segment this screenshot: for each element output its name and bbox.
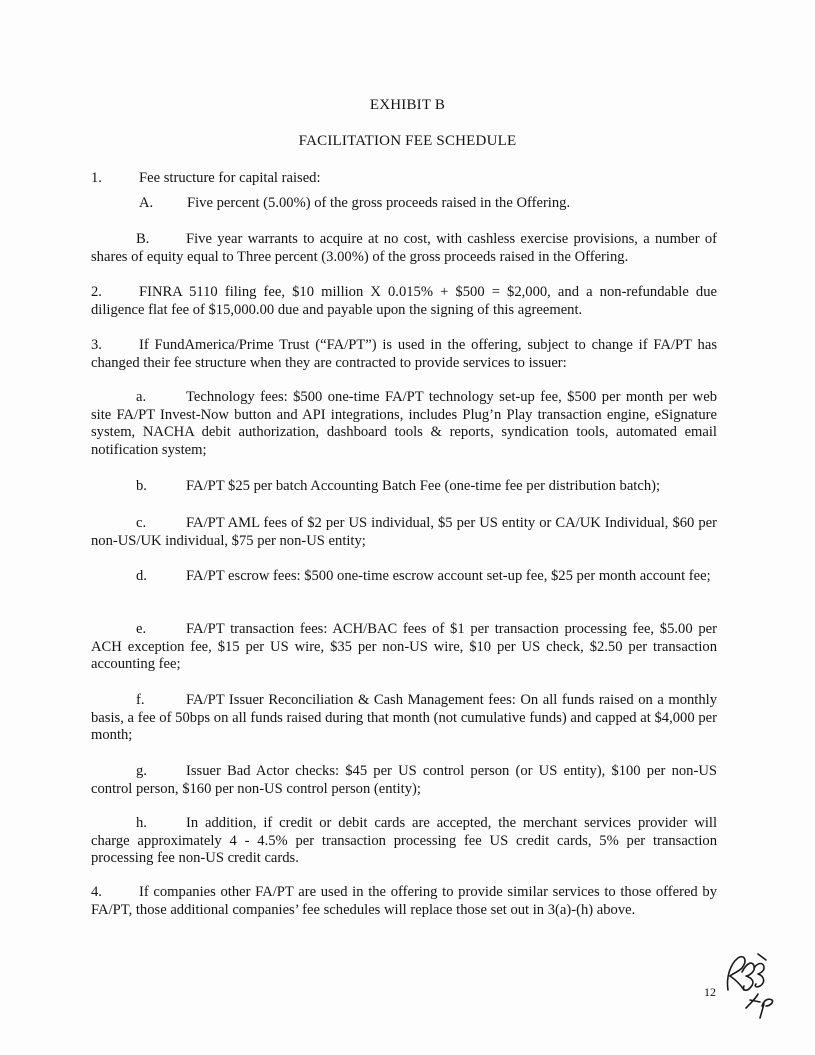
schedule-title: FACILITATION FEE SCHEDULE <box>298 133 517 149</box>
section-3-item-f <box>91 692 717 745</box>
exhibit-title: EXHIBIT B <box>369 97 446 113</box>
item-label: d. <box>136 568 147 584</box>
section-4 <box>91 884 717 919</box>
item-label: b. <box>136 478 147 494</box>
section-number: 3. <box>91 337 102 353</box>
item-text: FA/PT AML fees of $2 per US individual, $5 per US entity or CA/UK Individual, $60 per non-US/UK individual, $75 per non-US entity; <box>91 515 717 549</box>
section-3 <box>91 337 717 372</box>
item-label: a. <box>136 389 147 405</box>
section-2 <box>91 284 717 319</box>
item-label: c. <box>136 515 147 531</box>
item-label: h. <box>136 815 147 831</box>
section-1-item-a <box>139 195 719 213</box>
section-number: 1. <box>91 170 102 186</box>
section-text: Fee structure for capital raised: <box>139 170 321 186</box>
section-3-item-a <box>91 389 717 459</box>
section-text: If companies other FA/PT are used in the offering to provide similar services to those offered by FA/PT, those additional companies’ fee schedules will replace those set out in 3(a)-(h) above. <box>91 884 717 918</box>
item-label: g. <box>136 763 147 779</box>
section-3-item-b <box>91 478 717 496</box>
item-text: In addition, if credit or debit cards are accepted, the merchant services provider will charge approximately 4 - 4.5% per transaction processing fee US credit cards, 5% per transaction processing fee non-US credit cards. <box>91 815 717 867</box>
page-number: 12 <box>704 985 716 999</box>
section-number: 4. <box>91 884 102 900</box>
section-text: If FundAmerica/Prime Trust (“FA/PT”) is used in the offering, subject to change if FA/PT has changed their fee structure when they are contracted to provide services to issuer: <box>91 337 717 371</box>
section-3-item-e <box>91 621 717 674</box>
section-1-item-b <box>91 231 717 266</box>
item-text: Five percent (5.00%) of the gross proceeds raised in the Offering. <box>187 195 571 211</box>
item-text: Technology fees: $500 one-time FA/PT technology set-up fee, $500 per month per web site FA/PT Invest-Now button and API integrations, includes Plug’n Play transaction engine, eSignature system, NACHA debit authorization, dashboard tools & reports, syndication tools, automated email notification system; <box>91 389 717 458</box>
item-label: B. <box>136 231 150 247</box>
item-text: Five year warrants to acquire at no cost, with cashless exercise provisions, a number of shares of equity equal to Three percent (3.00%) of the gross proceeds raised in the Offering. <box>91 231 717 265</box>
item-label: f. <box>136 692 145 708</box>
section-3-item-h <box>91 815 717 868</box>
section-1 <box>91 170 717 188</box>
item-text: FA/PT Issuer Reconciliation & Cash Management fees: On all funds raised on a monthly basis, a fee of 50bps on all funds raised during that month (not cumulative funds) and capped at $4,000 per month; <box>91 692 717 744</box>
section-number: 2. <box>91 284 102 300</box>
section-3-item-c <box>91 515 717 550</box>
item-text: FA/PT escrow fees: $500 one-time escrow account set-up fee, $25 per month account fee; <box>186 568 711 584</box>
item-label: e. <box>136 621 147 637</box>
section-text: FINRA 5110 filing fee, $10 million X 0.015% + $500 = $2,000, and a non-refundable due diligence flat fee of $15,000.00 due and payable upon the signing of this agreement. <box>91 284 717 318</box>
section-3-item-g <box>91 763 717 798</box>
item-text: FA/PT $25 per batch Accounting Batch Fee (one-time fee per distribution batch); <box>186 478 661 494</box>
item-label: A. <box>139 195 154 211</box>
handwritten-initials-icon <box>718 950 798 1020</box>
section-3-item-d <box>91 568 717 586</box>
item-text: Issuer Bad Actor checks: $45 per US control person (or US entity), $100 per non-US control person, $160 per non-US control person (entity); <box>91 763 717 797</box>
item-text: FA/PT transaction fees: ACH/BAC fees of $1 per transaction processing fee, $5.00 per ACH exception fee, $15 per US wire, $35 per non-US wire, $10 per US check, $2.50 per transaction accounting fee; <box>91 621 717 673</box>
